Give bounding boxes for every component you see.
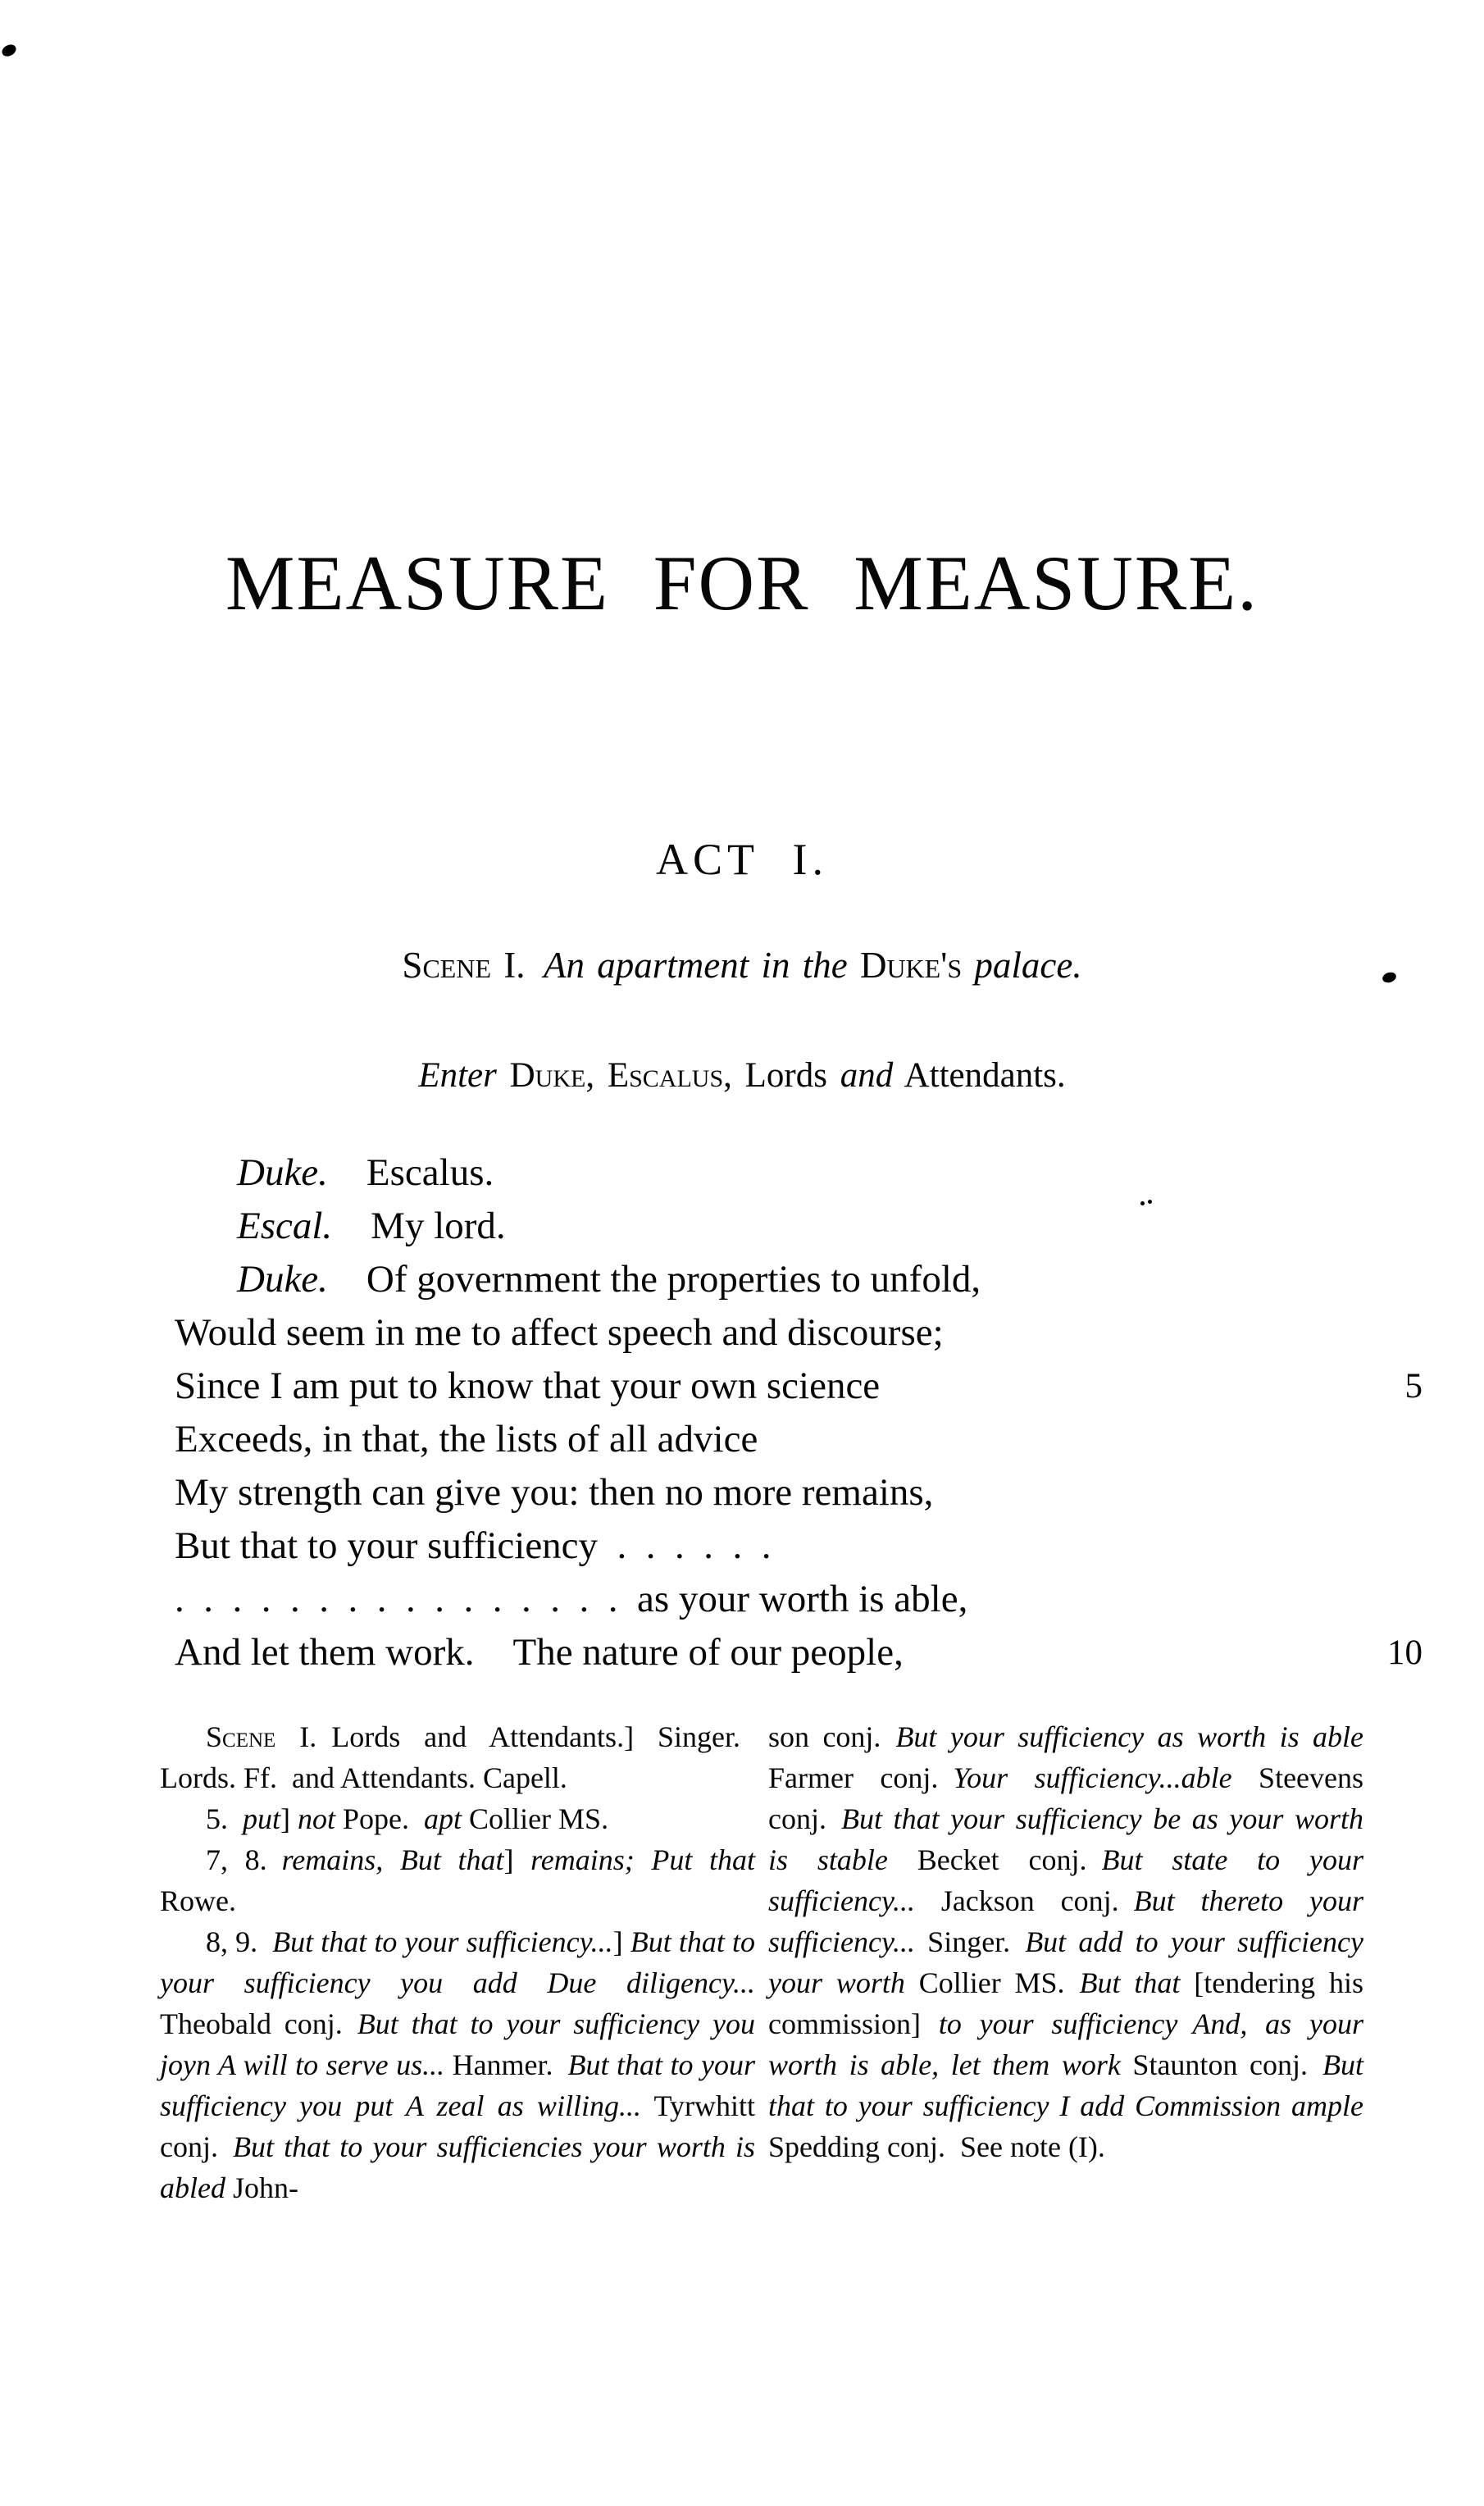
text-segment: ]: [612, 1925, 630, 1958]
verse-line: [175, 1360, 1429, 1413]
scene-heading: [0, 947, 1484, 984]
text-segment: My strength can give you: then no more remains,: [175, 1471, 934, 1514]
footnote-paragraph: [160, 1921, 755, 2208]
text-segment: Since I am put to know that your own science: [175, 1365, 881, 1407]
text-segment: remains, But that: [281, 1843, 504, 1876]
text-segment: John-: [225, 2171, 298, 2204]
verse-line: [175, 1253, 1429, 1306]
text-segment: Tyrwhitt conj.: [160, 2089, 755, 2163]
text-segment: My lord.: [332, 1205, 506, 1247]
text-segment: [tendering his commission]: [768, 1966, 1364, 2040]
verse-line: [175, 1413, 1429, 1466]
text-segment: But that to your sufficiency I add Commission ample: [768, 2048, 1363, 2122]
text-segment: [962, 945, 974, 986]
text-segment: remains; Put that: [530, 1843, 755, 1876]
footnotes-right-column: [768, 1716, 1363, 2208]
text-segment: But that to your sufficiency you put A zeal as willing...: [160, 2048, 755, 2122]
footnote-paragraph: [768, 1716, 1363, 2167]
text-segment: to your sufficiency And, as your worth is able, let them work: [768, 2007, 1363, 2081]
text-segment: Of government the properties to unfold,: [327, 1258, 981, 1301]
text-segment: But that: [1079, 1966, 1181, 1999]
text-segment: Duke.: [237, 1151, 328, 1194]
text-segment: But that to your sufficiency you add Due diligency...: [160, 1925, 755, 1999]
text-segment: But that to your sufficiency you joyn A will to serve us...: [160, 2007, 755, 2081]
text-segment: not: [298, 1802, 336, 1835]
text-segment: Collier MS.: [462, 1802, 609, 1835]
text-segment: But add to your sufficiency your worth: [768, 1925, 1363, 1999]
text-segment: Would seem in me to affect speech and discourse;: [175, 1311, 944, 1354]
dialogue-block: [175, 1146, 1429, 1679]
text-segment: Hanmer.: [444, 2048, 568, 2081]
text-segment: apt: [424, 1802, 462, 1835]
text-segment: . . . . . . . . . . . . . . . . as your worth is able,: [175, 1578, 968, 1620]
text-segment: Duke's: [859, 945, 963, 986]
text-segment: 8, 9.: [206, 1925, 273, 1958]
footnotes: [160, 1716, 1363, 2208]
footnote-paragraph: [160, 1839, 755, 1921]
text-segment: Scene I.: [206, 1720, 317, 1753]
verse-line: [175, 1200, 1429, 1253]
text-segment: ]: [503, 1843, 531, 1876]
text-segment: Scene I.: [402, 945, 526, 986]
verse-line: [175, 1626, 1429, 1679]
text-segment: son conj.: [768, 1720, 896, 1753]
text-segment: But that to your sufficiencies your worth is abled: [160, 2130, 755, 2204]
text-segment: But thereto your sufficiency...: [768, 1884, 1363, 1958]
text-segment: 7, 8.: [206, 1843, 282, 1876]
text-segment: Escalus.: [327, 1151, 494, 1194]
text-segment: Collier MS.: [904, 1966, 1080, 1999]
text-segment: Enter: [418, 1056, 510, 1095]
text-segment: Theobald conj.: [160, 2007, 357, 2040]
text-segment: But that to your sufficiency...: [272, 1925, 613, 1958]
text-segment: But state to your sufficiency...: [768, 1843, 1363, 1917]
play-title: MEASURE FOR MEASURE.: [225, 540, 1259, 626]
text-segment: But your sufficiency as worth is able: [895, 1720, 1363, 1753]
footnote-paragraph: [160, 1716, 755, 1798]
text-segment: Duke.: [237, 1258, 328, 1301]
text-segment: Rowe.: [160, 1884, 236, 1917]
text-segment: ]: [280, 1802, 298, 1835]
text-segment: palace.: [974, 945, 1082, 986]
text-segment: Jackson conj.: [914, 1884, 1134, 1917]
verse-line: [175, 1146, 1429, 1200]
text-segment: and: [840, 1056, 894, 1095]
text-segment: [525, 945, 544, 986]
line-number: 5: [1404, 1367, 1423, 1406]
text-segment: Escal.: [237, 1205, 333, 1247]
text-segment: Lords and Attendants.] Singer. Lords. Ff. and Attendants. Capell.: [160, 1720, 756, 1794]
text-segment: But that your sufficiency be as your worth is stable: [768, 1802, 1363, 1876]
ink-smudge-top-left: [0, 43, 18, 59]
verse-line: [175, 1306, 1429, 1360]
text-segment: And let them work. The nature of our people,: [175, 1631, 904, 1674]
text-segment: Staunton conj.: [1120, 2048, 1322, 2081]
text-segment: Pope.: [335, 1802, 425, 1835]
text-segment: Singer.: [914, 1925, 1026, 1958]
footnote-paragraph: [160, 1798, 755, 1839]
stage-direction: [0, 1058, 1484, 1093]
text-segment: Attendants.: [893, 1056, 1066, 1095]
text-segment: Steevens conj.: [768, 1761, 1364, 1835]
verse-line: [175, 1466, 1429, 1520]
text-segment: But that to your sufficiency . . . . . .: [175, 1524, 772, 1567]
text-segment: put: [243, 1802, 281, 1835]
line-number: 10: [1387, 1633, 1423, 1672]
text-segment: An apartment in the: [543, 945, 860, 986]
act-heading: ACT I.: [655, 835, 828, 884]
text-segment: Exceeds, in that, the lists of all advice: [175, 1418, 758, 1460]
verse-line: [175, 1573, 1429, 1626]
text-segment: Duke, Escalus,: [509, 1056, 732, 1095]
text-segment: Spedding conj. See note (I).: [768, 2130, 1105, 2163]
text-segment: Farmer conj.: [768, 1761, 954, 1794]
text-segment: 5.: [206, 1802, 243, 1835]
text-segment: Your sufficiency...able: [953, 1761, 1232, 1794]
text-segment: Lords: [731, 1056, 840, 1095]
footnotes-left-column: [160, 1716, 755, 2208]
text-segment: Becket conj.: [887, 1843, 1102, 1876]
verse-line: [175, 1520, 1429, 1573]
